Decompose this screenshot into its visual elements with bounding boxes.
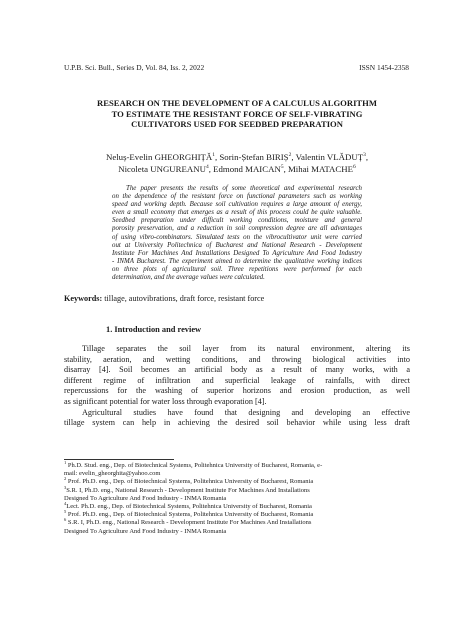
abstract-line: speed and working depth. Because soil cultivation requires a large amount of energy,: [112, 201, 362, 209]
author-affiliation-mark: 5: [280, 163, 284, 170]
footnote-mark: 5: [64, 509, 67, 515]
abstract-line: on the dependence of the resistant force on functional parameters such as working: [112, 193, 362, 201]
keywords: [64, 294, 410, 303]
author-name: Mihai MATACHE: [287, 163, 353, 174]
section-heading: 1. Introduction and review: [106, 325, 202, 334]
title-line: RESEARCH ON THE DEVELOPMENT OF A CALCULUS ALGORITHM: [97, 98, 377, 108]
abstract-line: porosity preservation, and a reduction in soil compression degree are all advantages: [112, 225, 362, 233]
author-line-1: [60, 152, 414, 164]
footnote-line: [64, 484, 410, 495]
abstract-line: determination, and the average values were calculated.: [112, 274, 265, 282]
footnote-text: Lect. Ph.D. eng., Dep. of Biotechnical Systems, Politehnica University of Bucharest, Romania: [66, 503, 312, 511]
issn: ISSN 1454-2358: [359, 63, 409, 72]
footnote-mark: 4: [64, 500, 67, 506]
footnote-divider: [64, 459, 174, 460]
author-separator: ,: [291, 152, 296, 162]
author-affiliation-mark: 3: [363, 152, 366, 159]
paragraph: [64, 344, 410, 408]
running-head: [64, 63, 409, 72]
author-name: Sorin-Ștefan BIRIȘ: [219, 152, 289, 162]
footnote-text: mail: evelin_gheorghita@yahoo.com: [64, 470, 161, 478]
footnote-line: [64, 478, 410, 486]
paragraph-line: Agricultural studies have found that designing and developing an effective: [82, 407, 410, 417]
abstract-line: - INMA Bucharest. The experiment aimed to determine the qualitative working indices: [112, 257, 362, 265]
title-line: CULTIVATORS USED FOR SEEDBED PREPARATION: [131, 119, 343, 130]
author-list: [60, 152, 414, 175]
abstract-line: on three plots of agricultural soil. Three repetitions were performed for each: [112, 265, 362, 273]
paragraph-line: disarray [4]. Soil becomes an artificial body as a result of many works, with a: [64, 365, 410, 375]
abstract-line: out at University Politechnica of Bucharest and National Research - Development: [112, 241, 362, 249]
footnote-mark: 1: [64, 459, 67, 465]
footnote-text: Prof. Ph.D. eng., Dep. of Biotechnical Systems, Politehnica University of Bucharest, Romania: [66, 511, 314, 519]
paragraph: [64, 408, 410, 429]
author-name: Edmond MAICAN: [213, 163, 281, 174]
author-affiliation-mark: 2: [288, 152, 292, 159]
author-name: Valentin VLĂDUȚ: [295, 152, 364, 162]
footnote-line: [64, 519, 410, 527]
footnote-line: [64, 495, 410, 503]
footnotes: [64, 459, 410, 536]
footnote-mark: 6: [64, 517, 67, 523]
abstract-line: Seedbed preparation under difficult working conditions, moisture and general: [112, 217, 362, 225]
footnote-line: [64, 500, 410, 511]
abstract-line: The paper presents the results of some theoretical and experimental research: [126, 185, 362, 192]
author-separator: ,: [208, 163, 214, 174]
footnote-text: Prof. Ph.D. eng., Dep. of Biotechnical Systems, Politehnica University of Bucharest, Romania: [66, 478, 314, 486]
paragraph-line: repercussions for the washing of superior horizons and erosion production, as well: [64, 386, 410, 396]
footnote-text: Designed To Agriculture And Food Industry - INMA Romania: [64, 494, 227, 502]
paragraph-line: different regime of infiltration and superficial leakage of rainfalls, with direct: [64, 375, 410, 385]
paragraph-line: tillage system can help in achieving the desired soil behavior while using less draft: [64, 418, 410, 428]
author-name: Neluș-Evelin GHEORGHIȚĂ: [105, 152, 213, 162]
title-line: TO ESTIMATE THE RESISTANT FORCE OF SELF-VIBRATING: [111, 108, 363, 119]
footnote-line: [64, 459, 410, 470]
footnote-line: [64, 528, 410, 536]
author-separator: ,: [365, 152, 369, 162]
keywords-text: tillage, autovibrations, draft force, resistant force: [102, 294, 265, 303]
body-text: [64, 344, 410, 429]
footnote-mark: 3: [64, 484, 67, 490]
author-affiliation-mark: 4: [205, 163, 209, 170]
journal-citation: U.P.B. Sci. Bull., Series D, Vol. 84, Iss. 2, 2022: [64, 63, 205, 72]
paper-title: [60, 98, 414, 130]
footnote-text: Designed To Agriculture And Food Industry - INMA Romania: [64, 527, 227, 535]
abstract: [112, 185, 362, 282]
footnote-text: S.R. I, Ph.D. eng., National Research - Development Institute For Machines And Installations: [66, 519, 312, 527]
abstract-line: of using vibro-combinators. Simulated tests on the vibrocultivator unit were carried: [112, 233, 362, 241]
author-affiliation-mark: 6: [353, 163, 356, 170]
footnote-text: Ph.D. Stud. eng., Dep. of Biotechnical Systems, Politehnica University of Bucharest, Romania, e-: [66, 462, 323, 469]
paragraph-line: stability, aeration, and wetting conditions, and throwing biological activities into: [64, 354, 410, 364]
author-affiliation-mark: 1: [212, 152, 215, 159]
abstract-line: Institute For Machines And Installations Designed To Agriculture And Food Industry: [112, 249, 362, 257]
keywords-label: Keywords:: [64, 294, 103, 303]
abstract-line: even a small economy that emerges as a result of this process could be quite valuable.: [112, 209, 362, 217]
footnote-mark: 2: [64, 476, 67, 482]
author-name: Nicoleta UNGUREANU: [118, 163, 206, 174]
footnote-text: S.R. I, Ph.D. eng., National Research - Development Institute For Machines And Installations: [66, 486, 310, 494]
paragraph-line: Tillage separates the soil layer from its natural environment, altering its: [82, 344, 410, 353]
author-separator: ,: [283, 163, 288, 174]
author-separator: ,: [215, 152, 220, 162]
paragraph-line: as significant potential for water loss through evaporation [4].: [64, 396, 267, 406]
author-line-2: [60, 164, 414, 176]
